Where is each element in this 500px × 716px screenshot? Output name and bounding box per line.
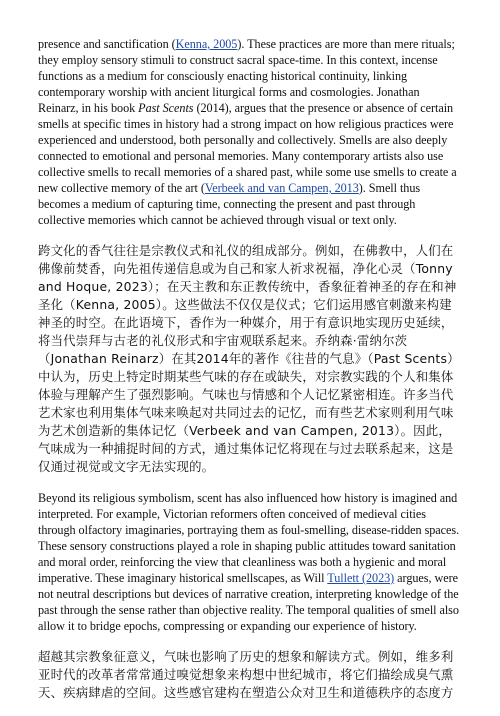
paragraph-zh-incense-memory — [38, 242, 462, 476]
citation-link-tullett-2023[interactable]: Tullett (2023) — [327, 571, 395, 585]
text-span: 超越其宗教象征意义，气味也影响了历史的想象和解读方式。例如，维多利亚时代的改革者常常通过嗅觉想象来构想中世纪城市，将它们描绘成臭气熏天、疾病肆虐的空间。这些感官建构在塑造公众对卫生和道德秩序的态度方 — [38, 649, 454, 700]
text-span: Beyond its religious symbolism, scent has also influenced how history is imagined and interpreted. For example, Victorian reformers often conceived of medieval cities through olfactory imaginaries, portraying them as foul-smelling, disease-ridden spaces. These sensory constructions played a role in shaping public attitudes toward sanitation and moral order, reinforcing the view that cleanliness was both a hygienic and moral imperative. These imaginary historical smellscapes, as Will — [38, 491, 460, 585]
text-span: argues, were not neutral descriptions but devices of narrative creation, interpreting knowledge of the past through the sense rather than objective reality. The temporal qualities of smell also allow it to bridge epochs, compressing or expanding our experience of history. — [38, 571, 459, 633]
paragraph-en-incense-memory — [38, 36, 462, 228]
document-page — [38, 36, 462, 716]
text-span: presence and sanctification ( — [38, 37, 176, 51]
text-span: ). These practices are more than mere rituals; they employ sensory stimuli to construct sacral space-time. In this context, incense functions as a medium for consciously enacting historical continuity, linking contemporary worship with ancient liturgical forms and cosmologies. Jonathan Reinarz, in his book — [38, 37, 455, 115]
citation-link-verbeek-van-campen-2013[interactable]: Verbeek and van Campen, 2013 — [204, 181, 359, 195]
book-title-italic: Past Scents — [138, 101, 194, 115]
citation-link-kenna-2005[interactable]: Kenna, 2005 — [175, 37, 238, 51]
text-span: (2014), argues that the presence or absence of certain smells at specific times in history had a strong impact on how religious practices were experienced and understood, both personally and collectively. Smells are also deeply connected to emotional and personal memories. Many contemporary artists also use collective smells to recall memories of a shared past, while some use smells to create a new collective memory of the art ( — [38, 101, 457, 195]
text-span: 跨文化的香气往往是宗教仪式和礼仪的组成部分。例如，在佛教中，人们在佛像前焚香，向先祖传递信息或为自己和家人祈求祝福，净化心灵（Tonny and Hoque, 2023）；在天主教和东正教传统中，香象征着神圣的存在和神圣化（Kenna, 2005）。这些做法不仅仅是仪式；它们运用感官刺激来构建神圣的时空。在此语境下，香作为一种媒介，用于有意识地实现历史延续，将当代崇拜与古老的礼仪形式和宇宙观联系起来。乔纳森·雷纳尔茨（Jonathan Reinarz）在其2014年的著作《往昔的气息》（Past Scents）中认为，历史上特定时期某些气味的存在或缺失，对宗教实践的个人和集体体验与理解产生了强烈影响。气味也与情感和个人记忆紧密相连。许多当代艺术家也利用集体气味来唤起对共同过去的记忆，而有些艺术家则利用气味为艺术创造新的集体记忆（Verbeek and van Campen, 2013）。因此，气味成为一种捕捉时间的方式，通过集体记忆将现在与过去联系起来，这是仅通过视觉或文字无法实现的。 — [38, 243, 460, 474]
paragraph-en-history-imagined — [38, 490, 462, 634]
paragraph-zh-history-imagined — [38, 648, 462, 702]
text-span: ). Smell thus becomes a medium of capturing time, connecting the present and past through collective memories which cannot be achieved through visual or text only. — [38, 181, 421, 227]
